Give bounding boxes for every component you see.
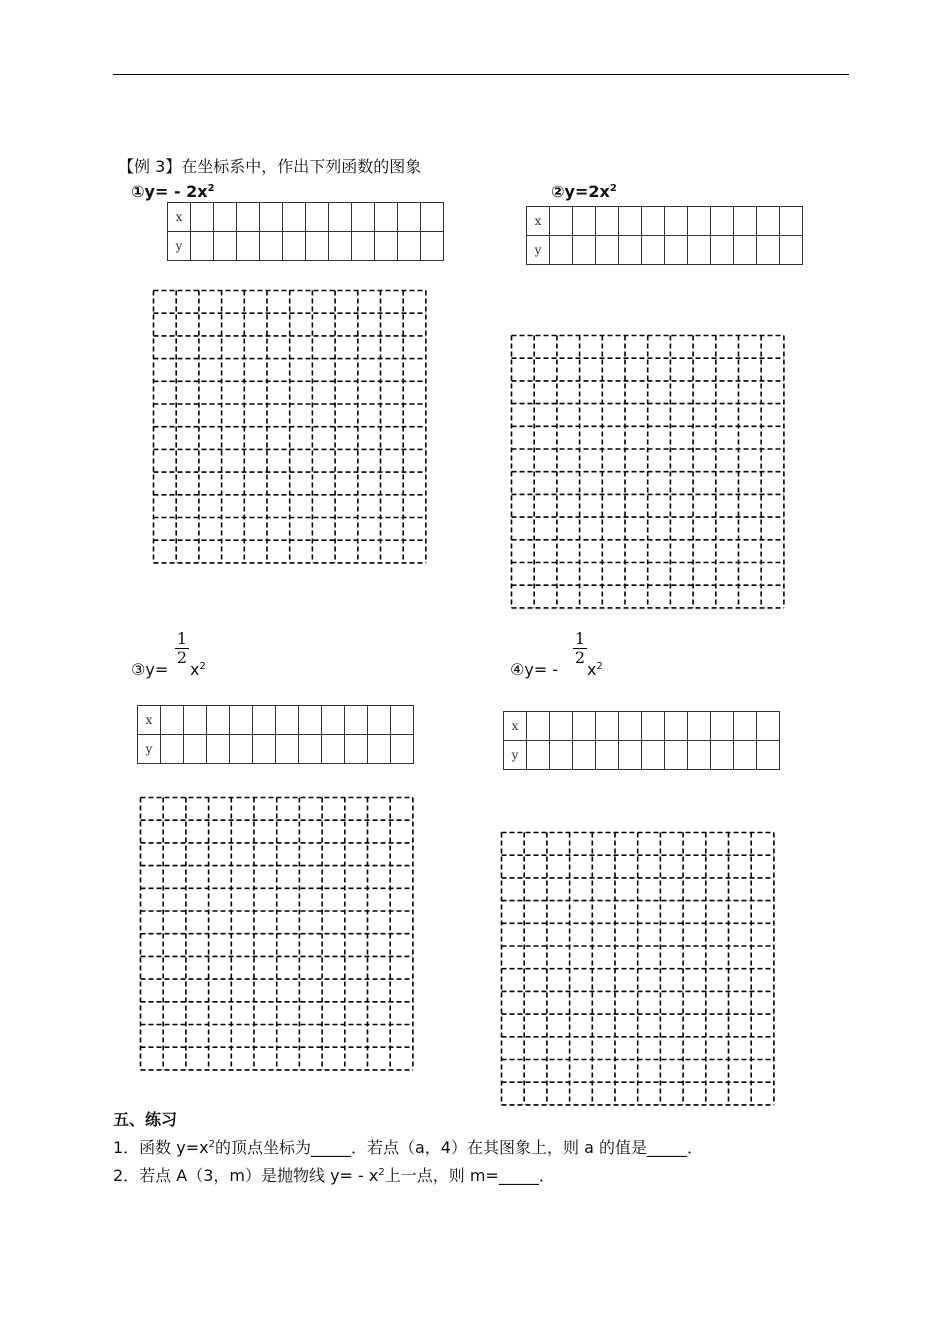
grid-1 bbox=[152, 289, 428, 565]
table-row-x bbox=[527, 207, 803, 236]
header-rule bbox=[113, 74, 849, 75]
function-1-label: ①y= - $2x^2$ bbox=[131, 182, 215, 201]
x-label: x bbox=[138, 706, 161, 735]
value-table-3 bbox=[137, 705, 414, 764]
practice-question-2: 2．若点 A（3，m）是抛物线 $y= - x^2$上一点，则 m=_____． bbox=[113, 1166, 555, 1185]
practice-question-1: 1．函数 $y=x^2$的顶点坐标为_____．若点（a，4）在其图象上，则 a 的值是_____． bbox=[113, 1138, 703, 1157]
table-row-y bbox=[138, 735, 414, 764]
table-row-y bbox=[527, 236, 803, 265]
grid-2 bbox=[510, 334, 786, 610]
fraction-3: $\frac{1}{2}$ bbox=[176, 629, 188, 667]
function-3-x: $x^2$ bbox=[190, 660, 206, 679]
function-4-x: $x^2$ bbox=[587, 660, 603, 679]
grid-4 bbox=[500, 831, 776, 1107]
x-label: x bbox=[168, 203, 191, 232]
practice-heading: 五、练习 bbox=[113, 1110, 178, 1129]
function-2-label: $②y=2x^2$ bbox=[551, 182, 617, 201]
function-4-label: ④y= - bbox=[510, 660, 559, 679]
table-row-x bbox=[138, 706, 414, 735]
y-label: y bbox=[138, 735, 161, 764]
fraction-4: $\frac{1}{2}$ bbox=[574, 629, 586, 667]
y-label: y bbox=[168, 232, 191, 261]
x-label: x bbox=[504, 712, 527, 741]
y-label: y bbox=[504, 741, 527, 770]
function-3-label: ③y= bbox=[131, 660, 169, 679]
table-row-x bbox=[504, 712, 780, 741]
value-table-4 bbox=[503, 711, 780, 770]
grid-3 bbox=[139, 796, 415, 1072]
table-row-y bbox=[168, 232, 444, 261]
y-label: y bbox=[527, 236, 550, 265]
table-row-x bbox=[168, 203, 444, 232]
value-table-1 bbox=[167, 202, 444, 261]
value-table-2 bbox=[526, 206, 803, 265]
table-row-y bbox=[504, 741, 780, 770]
x-label: x bbox=[527, 207, 550, 236]
example-title: 【例 3】在坐标系中，作出下列函数的图象 bbox=[118, 157, 422, 176]
